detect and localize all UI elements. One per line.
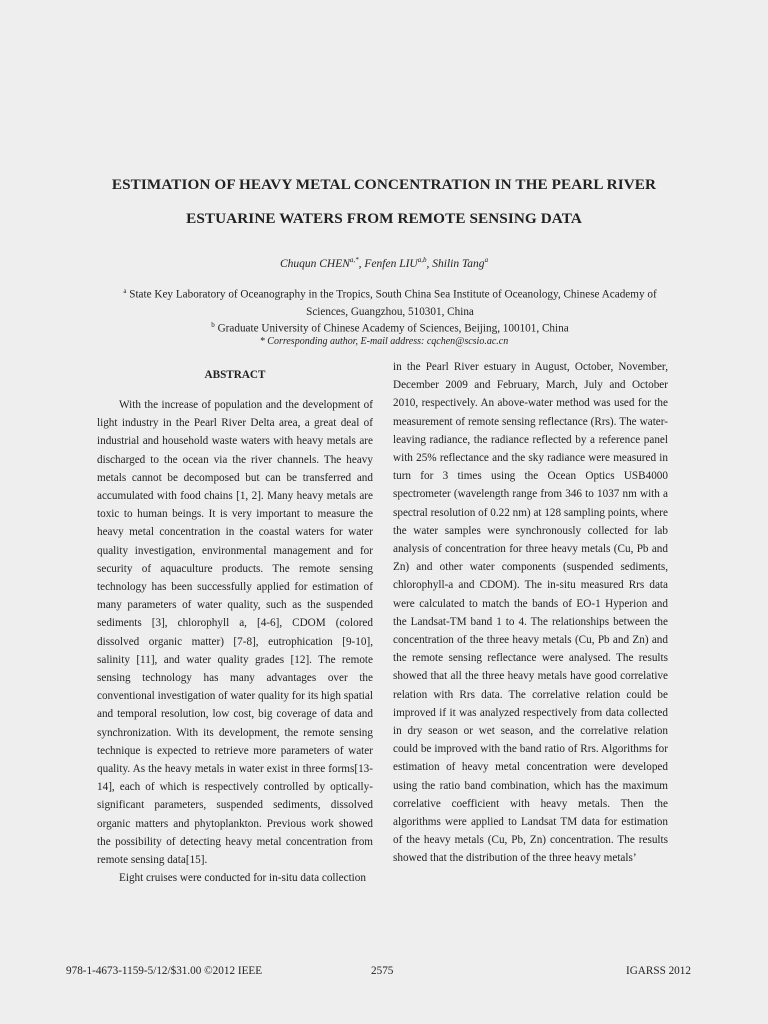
- affiliation-text: State Key Laboratory of Oceanography in the Tropics, South China Sea Institute of Oceanology, Chinese Academy of Sciences, Guangzhou, 510301, China: [129, 288, 657, 318]
- paper-title-line-2: ESTUARINE WATERS FROM REMOTE SENSING DATA: [186, 210, 582, 227]
- author-name: Shilin Tang: [432, 257, 485, 270]
- paper-title-line-1: ESTIMATION OF HEAVY METAL CONCENTRATION IN THE PEARL RIVER: [111, 176, 657, 193]
- author-name: Chuqun CHEN: [279, 257, 350, 270]
- author-list: [0, 256, 768, 270]
- left-column: [97, 396, 373, 887]
- abstract-paragraph: Eight cruises were conducted for in-situ data collection: [119, 872, 366, 885]
- author-separator: ,: [426, 257, 430, 270]
- affiliation-text: Graduate University of Chinese Academy of Sciences, Beijing, 100101, China: [217, 322, 569, 335]
- author-superscript: a,*: [349, 256, 359, 264]
- footer-copyright: 978-1-4673-1159-5/12/$31.00 ©2012 IEEE: [66, 965, 263, 977]
- footer-conference: IGARSS 2012: [626, 965, 691, 977]
- affiliation-b: [110, 317, 670, 338]
- affiliation-marker: b: [211, 321, 215, 329]
- page-number: 2575: [371, 965, 394, 977]
- affiliation-a: [110, 283, 670, 321]
- right-column: [393, 358, 668, 868]
- author-superscript: a,b: [417, 256, 427, 264]
- author-separator: ,: [358, 257, 362, 270]
- abstract-paragraph: With the increase of population and the development of light industry in the Pearl River Delta area, a great deal of industrial and household waste waters with heavy metals are discharged to the ocean via the river channels. The heavy metals cannot be decomposed but can be transferred and accumulated with food chains [1, 2]. Many heavy metals are toxic to human beings. It is very important to measure the heavy metal concentration in the coastal waters for water quality investigation, environmental management and for security of aquaculture products. The remote sensing technology has been successfully applied for estimation of many parameters of water quality, such as the suspended sediments [3], chlorophyll a, [4-6], CDOM (colored dissolved organic matter) [7-8], eutrophication [9-10], salinity [11], and water quality grades [12]. The remote sensing technology has many advantages over the conventional investigation of water quality for its high spatial and temporal resolution, low cost, big coverage of data and synchronization. With its development, the remote sensing technique is expected to retrieve more parameters of water quality. As the heavy metals in water exist in three forms[13-14], each of which is respectively controlled by optically-significant parameters, suspended sediments, dissolved organic matters and phytoplankton. Previous work showed the possibility of detecting heavy metal concentration from remote sensing data[15].: [97, 399, 373, 867]
- abstract-paragraph-continued: in the Pearl River estuary in August, October, November, December 2009 and February, March, July and October 2010, respectively. An above-water method was used for the measurement of remote sensing reflectance (Rrs). The water-leaving radiance, the radiance reflected by a reference panel with 25% reflectance and the sky radiance were measured in turn for 3 times using the Ocean Optics USB4000 spectrometer (wavelength range from 346 to 1037 nm with a spectral resolution of 0.22 nm) at 128 sampling points, where the water samples were synchronously collected for lab analysis of concentration for three heavy metals (Cu, Pb and Zn) and other water components (suspended sediments, chlorophyll-a and CDOM). The in-situ measured Rrs data were calculated to match the bands of EO-1 Hyperion and the Landsat-TM band 1 to 4. The relationships between the concentration of the three heavy metals (Cu, Pb and Zn) and the remote sensing reflectance were analysed. The results showed that all the three heavy metals have good correlative relation with Rrs data. The correlative relation could be improved if it was analyzed respectively from data collected in dry season or wet season, and the correlative relation could be improved with the band ratio of Rrs. Algorithms for estimation of heavy metal concentration were developed using the ratio band combination, which has the maximum correlative coefficient with heavy metals. Then the algorithms were applied to Landsat TM data for estimation of the heavy metals (Cu, Pb, Zn) concentration. The results showed that the distribution of the three heavy metals’: [393, 361, 668, 865]
- author-name: Fenfen LIU: [364, 257, 418, 270]
- abstract-heading: ABSTRACT: [204, 369, 266, 381]
- affiliation-marker: a: [123, 287, 127, 295]
- author-superscript: a: [484, 256, 489, 264]
- corresponding-author-note: * Corresponding author, E-mail address: cqchen@scsio.ac.cn: [259, 336, 509, 347]
